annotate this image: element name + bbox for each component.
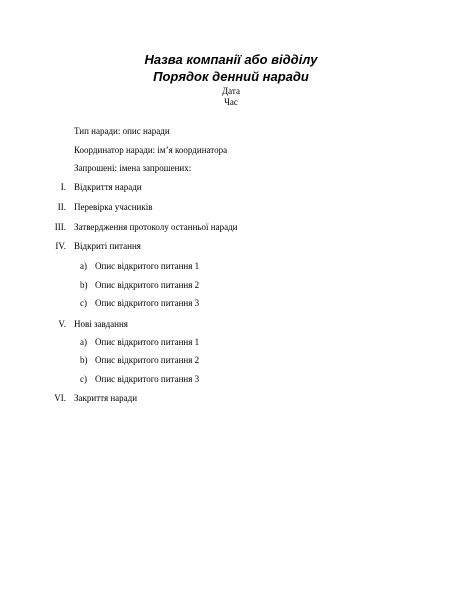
meeting-time: Час (224, 97, 238, 107)
agenda-subitem-text: Опис відкритого питання 3 (95, 298, 200, 308)
agenda-subitem-text: Опис відкритого питання 2 (95, 280, 200, 290)
agenda-item-text: Закриття наради (74, 393, 138, 403)
agenda-item-text: Перевірка учасників (74, 202, 153, 212)
agenda-item-text: Відкриті питання (74, 241, 141, 251)
agenda-item-text: Відкриття наради (74, 182, 142, 192)
meeting-date: Дата (222, 86, 240, 96)
agenda-subitem-letter: b) (80, 355, 88, 365)
agenda-title: Порядок денний наради (153, 69, 309, 84)
agenda-item-number: VI. (54, 393, 66, 403)
agenda-item-number: IV. (55, 241, 66, 251)
agenda-subitem-letter: c) (80, 298, 87, 308)
agenda-item-number: I. (60, 182, 66, 192)
agenda-subitem-text: Опис відкритого питання 2 (95, 355, 200, 365)
agenda-subitem-text: Опис відкритого питання 1 (95, 261, 200, 271)
company-title: Назва компанії або відділу (144, 52, 318, 67)
agenda-subitem-text: Опис відкритого питання 3 (95, 374, 200, 384)
agenda-subitem-letter: a) (80, 261, 87, 271)
meeting-type-field: Тип наради: опис наради (74, 126, 170, 136)
agenda-item-number: II. (57, 202, 66, 212)
meeting-coordinator-field: Координатор наради: ім’я координатора (74, 145, 228, 155)
agenda-item-number: V. (58, 319, 66, 329)
agenda-subitem-letter: b) (80, 280, 88, 290)
agenda-item-text: Нові завдання (74, 319, 128, 329)
meeting-invitees-field: Запрошені: імена запрошених: (74, 163, 192, 173)
agenda-item-number: III. (54, 222, 66, 232)
agenda-item-text: Затвердження протоколу останньої наради (74, 222, 238, 232)
agenda-subitem-text: Опис відкритого питання 1 (95, 337, 200, 347)
agenda-subitem-letter: a) (80, 337, 87, 347)
agenda-subitem-letter: c) (80, 374, 87, 384)
